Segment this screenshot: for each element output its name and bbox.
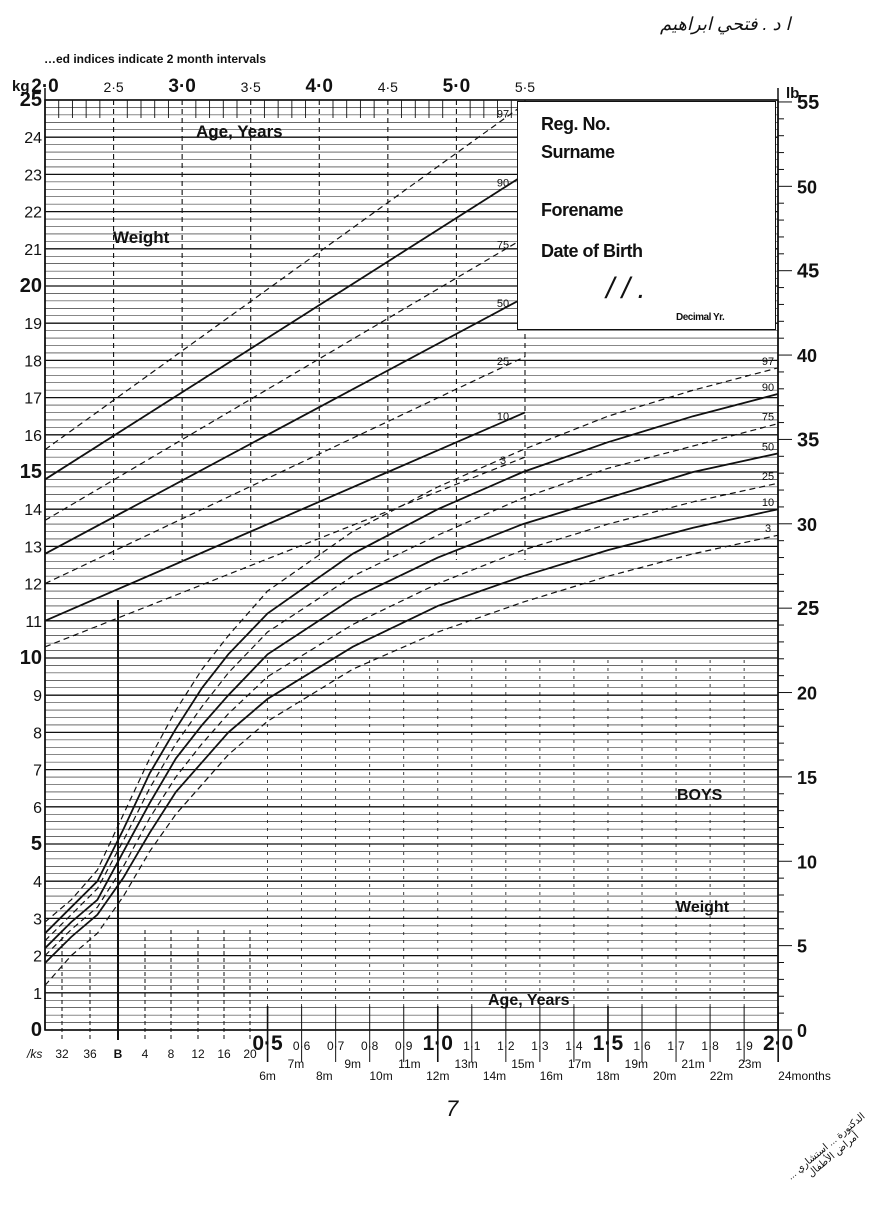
infant-percentile-90-label: 90 [761,381,775,394]
infant-percentile-25-label: 25 [761,471,775,484]
week-label: 36 [83,1047,97,1061]
kg-tick-label: 24 [24,130,42,148]
month-label: 23m [738,1057,762,1071]
month-label: 20m [653,1069,677,1083]
kg-tick-label: 0 [30,1019,42,1041]
top-x-tick-label: 2·0 [31,76,59,97]
weeks-prefix: /ks [27,1047,43,1061]
kg-tick-label: 25 [19,89,42,111]
top-x-tick-label: 4·0 [305,76,334,97]
infant-percentile-3-label: 3 [764,523,772,536]
kg-tick-label: 6 [33,799,42,817]
kg-tick-label: 13 [24,539,42,557]
month-label: 15m [511,1057,535,1071]
top-x-tick-label: 4·5 [377,79,398,95]
top-x-tick-label: 3·5 [240,79,261,95]
bottom-year-label: 1·4 [565,1039,583,1053]
week-label: 32 [55,1047,69,1061]
infant-percentile-97-label: 97 [761,355,775,368]
percentile-97-label-top: 97 [496,108,510,121]
top-chart-axis-title: Age, Years [196,122,283,141]
infant-percentile-10-curve [45,509,778,963]
top-x-tick-label: 5·0 [442,76,471,97]
lb-tick-label: 10 [797,852,818,873]
forename-label: Forename [541,200,624,220]
kg-tick-label: 12 [24,576,42,594]
month-label: 9m [344,1057,362,1071]
surname-label: Surname [541,142,615,162]
bottom-year-label: 1·2 [497,1039,515,1053]
infant-percentile-97-curve [45,368,778,922]
kg-tick-label: 22 [24,204,42,222]
bottom-chart-axis-title: Age, Years [488,992,570,1009]
percentile-50-line [45,297,525,554]
month-label: 14m [482,1069,507,1083]
top-x-tick-label: 3·0 [168,76,196,97]
kg-tick-label: 7 [33,762,42,780]
month-label: 21m [681,1057,705,1071]
week-label: 4 [141,1047,149,1061]
infant-percentile-50-label: 50 [761,441,775,454]
kg-tick-label: 8 [33,725,42,743]
percentile-90-label-top: 90 [496,177,510,190]
kg-tick-label: 17 [24,390,42,408]
decimal-yr-label: Decimal Yr. [676,312,725,323]
bottom-year-label: 1·1 [463,1039,481,1053]
patient-info-box [517,101,776,330]
handwritten-name: ا د . فتحي ابراهيم [660,14,791,34]
lb-tick-label: 25 [797,598,820,621]
kg-tick-label: 15 [19,461,42,483]
infant-percentile-90-curve [45,394,778,933]
kg-tick-label: 11 [25,613,42,631]
bottom-year-label: 1·9 [735,1039,753,1053]
doctor-stamp: الدكتورة ... استشاري ... أمراض الأطفال [785,1111,868,1183]
interval-note: …ed indices indicate 2 month intervals [44,52,267,66]
month-label: 22m [709,1069,734,1083]
lb-tick-label: 40 [797,346,818,367]
kg-tick-label: 21 [24,241,42,259]
kg-tick-label: 2 [33,948,42,966]
top-chart-title: Weight [113,228,170,247]
lb-tick-label: 20 [797,683,818,704]
month-label: 18m [596,1069,620,1083]
percentile-50-label-top: 50 [496,297,510,310]
bottom-year-label: 1·7 [667,1039,685,1053]
kg-tick-label: 16 [24,427,42,445]
bottom-year-label: 0·9 [395,1039,413,1053]
bottom-year-label: 1·5 [592,1032,624,1055]
lb-tick-label: 50 [797,177,818,198]
lb-tick-label: 55 [797,91,820,114]
lb-tick-label: 5 [797,936,808,957]
bottom-chart-title: Weight [676,899,730,916]
lb-tick-label: 45 [797,260,820,283]
week-label: 8 [167,1047,175,1061]
percentile-75-label-top: 75 [496,239,510,252]
bottom-year-label: 0·6 [292,1039,311,1053]
kg-tick-label: 14 [24,502,42,520]
bottom-year-label: 1·3 [531,1039,549,1053]
kg-tick-label: 4 [33,874,42,892]
top-x-tick-label: 5·5 [514,79,536,95]
lb-tick-label: 35 [797,429,820,452]
month-label: 8m [315,1069,333,1083]
month-label: 6m [259,1069,276,1083]
percentile-25-label-top: 25 [496,356,510,369]
bottom-year-label: 2·0 [762,1032,794,1055]
bottom-year-label: 0·7 [326,1039,345,1053]
month-label: 24months [778,1069,831,1083]
month-label: 16m [539,1069,563,1083]
reg-no-label: Reg. No. [541,114,611,134]
lb-tick-label: 0 [797,1021,808,1041]
page-number: 7 [446,1096,459,1121]
month-label: 7m [287,1057,305,1071]
percentile-25-line [45,357,525,584]
percentile-3-label-top: 3 [499,454,507,467]
month-label: 19m [624,1057,649,1071]
bottom-year-label: 0·8 [361,1039,379,1053]
kg-tick-label: 3 [33,911,42,929]
kg-tick-label: 19 [24,316,42,334]
kg-tick-label: 18 [24,353,42,371]
top-x-tick-label: 2·5 [103,79,124,95]
lb-tick-label: 30 [797,514,818,535]
kg-tick-label: 10 [19,647,42,669]
percentile-10-label-top: 10 [496,411,510,424]
bottom-year-label: 0·5 [252,1032,283,1055]
date-marks: / / . [606,272,646,305]
boys-label: BOYS [677,787,723,804]
kg-tick-label: 5 [30,833,42,855]
bottom-year-label: 1·0 [422,1032,453,1055]
month-label: 17m [567,1057,592,1071]
kg-tick-label: 20 [19,275,42,297]
infant-percentile-10-label: 10 [761,497,775,510]
week-label: 12 [191,1047,205,1061]
kg-tick-label: 1 [33,985,42,1003]
infant-percentile-75-label: 75 [761,411,775,424]
kg-tick-label: 9 [33,688,42,706]
lb-unit-label: lb [786,85,800,102]
percentile-90-line [45,174,525,479]
week-label: B [113,1047,123,1061]
week-label: 16 [217,1047,231,1061]
kg-unit-label: kg [12,78,30,95]
bottom-year-label: 1·6 [633,1039,651,1053]
kg-tick-label: 23 [24,167,42,185]
month-label: 10m [369,1069,393,1083]
month-label: 13m [454,1057,478,1071]
bottom-year-label: 1·8 [701,1039,719,1053]
month-label: 12m [426,1069,450,1083]
month-label: 11m [398,1057,421,1071]
dob-label: Date of Birth [541,241,643,261]
lb-tick-label: 15 [797,767,818,788]
percentile-75-line [45,238,525,521]
week-label: 20 [243,1047,257,1061]
